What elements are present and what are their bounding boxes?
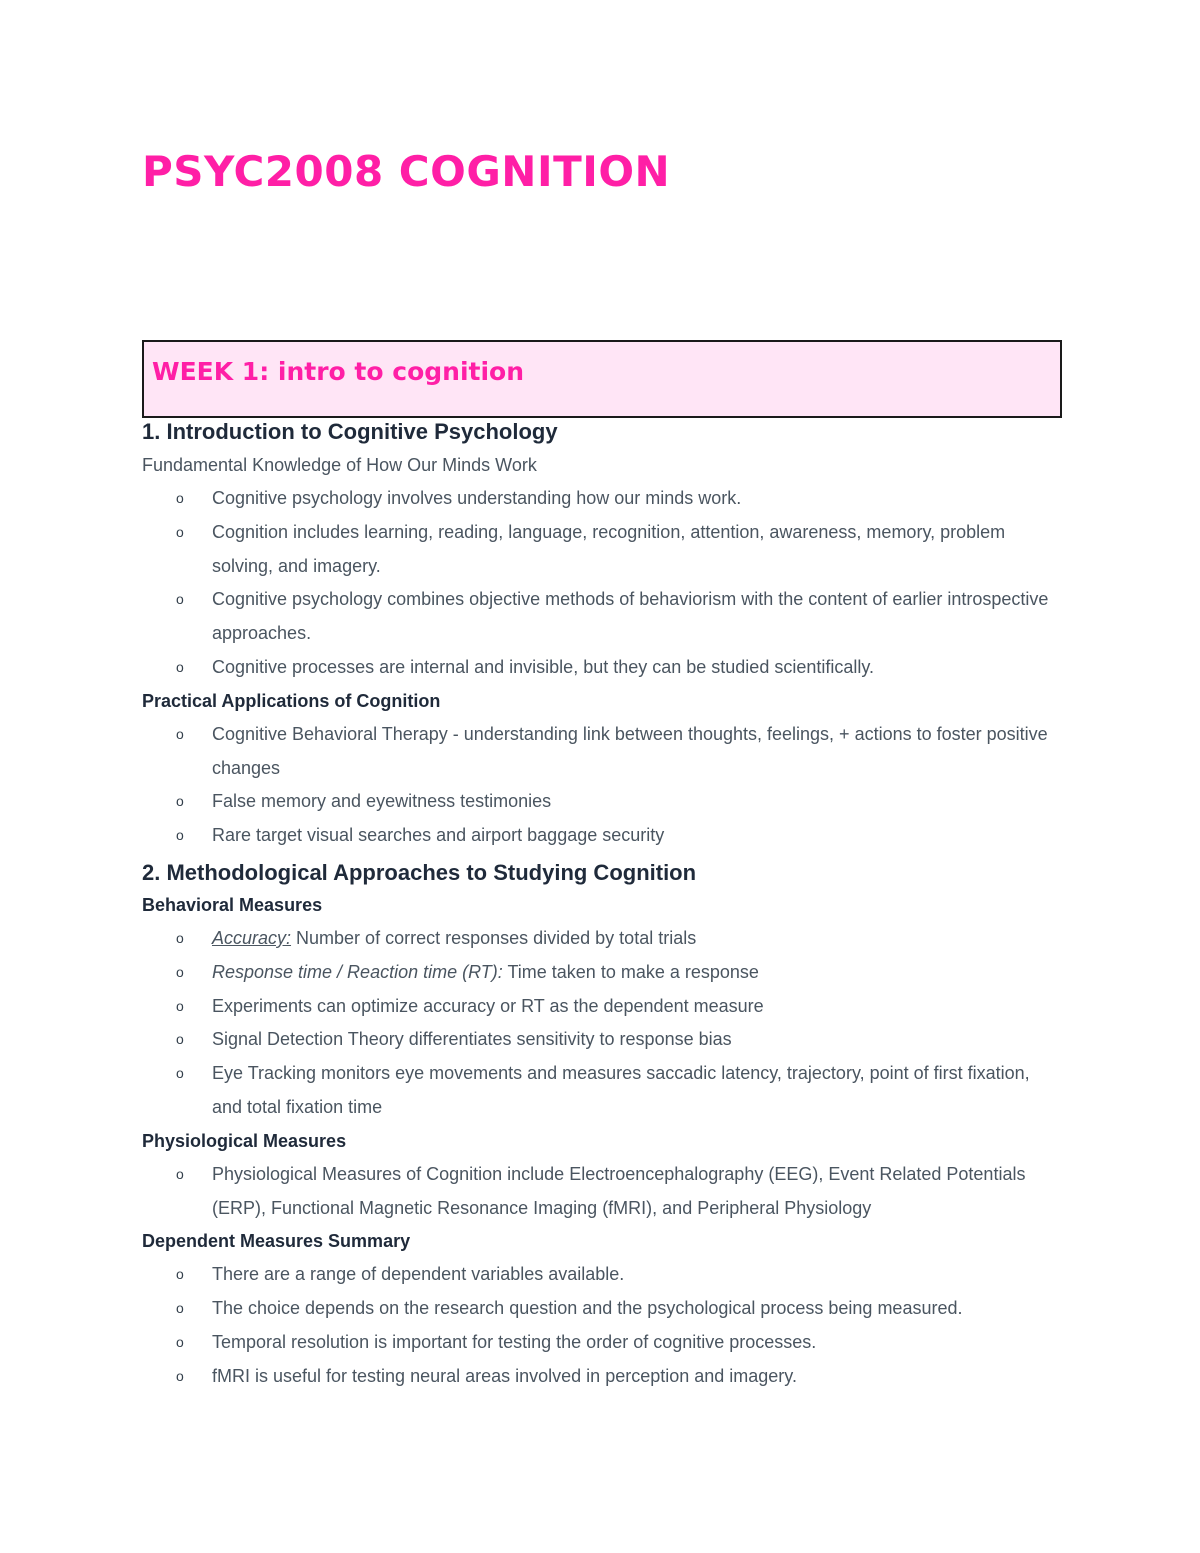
document-body	[142, 416, 1062, 1394]
document-title: PSYC2008 COGNITION	[142, 147, 671, 196]
bullet-circle-icon: o	[176, 523, 184, 540]
list-item-text: Cognitive processes are internal and invisible, but they can be studied scientifically.	[212, 656, 875, 677]
section-heading: 2. Methodological Approaches to Studying Cognition	[142, 859, 697, 885]
list-item	[142, 785, 1062, 819]
bullet-circle-icon: o	[176, 997, 184, 1014]
week-title: WEEK 1: intro to cognition	[152, 357, 525, 386]
list-item-text: Rare target visual searches and airport baggage security	[212, 825, 665, 846]
bullet-list	[142, 482, 1062, 685]
list-item-text: Cognitive psychology combines objective methods of behaviorism with the content of earlier introspective approaches.	[212, 589, 1049, 644]
list-item-text: There are a range of dependent variables available.	[212, 1264, 625, 1285]
subsection-heading: Practical Applications of Cognition	[142, 690, 441, 711]
bullet-circle-icon: o	[176, 725, 184, 742]
bullet-circle-icon: o	[176, 1031, 184, 1048]
list-item	[142, 516, 1062, 584]
list-item	[142, 583, 1062, 651]
list-item	[142, 651, 1062, 685]
section-intro: Fundamental Knowledge of How Our Minds Work	[142, 455, 537, 475]
bullet-circle-icon: o	[176, 1300, 184, 1317]
list-item	[142, 1258, 1062, 1292]
list-item	[142, 922, 1062, 956]
bullet-list	[142, 922, 1062, 1125]
bullet-circle-icon: o	[176, 591, 184, 608]
list-item-text: Signal Detection Theory differentiates sensitivity to response bias	[212, 1029, 732, 1050]
list-item-text: The choice depends on the research question and the psychological process being measured.	[212, 1298, 963, 1319]
list-item-text: Cognitive psychology involves understanding how our minds work.	[212, 488, 742, 508]
bullet-circle-icon: o	[176, 658, 184, 675]
list-item	[142, 1158, 1062, 1226]
list-item	[142, 956, 1062, 990]
rt-term: Response time / Reaction time (RT):	[212, 961, 503, 982]
bullet-circle-icon: o	[176, 1065, 184, 1082]
bullet-list	[142, 718, 1062, 853]
list-item-text: Cognitive Behavioral Therapy - understanding link between thoughts, feelings, + actions to foster positive changes	[212, 723, 1048, 778]
list-item-text: Temporal resolution is important for testing the order of cognitive processes.	[212, 1331, 817, 1352]
list-item	[142, 1326, 1062, 1360]
list-item-text: Eye Tracking monitors eye movements and measures saccadic latency, trajectory, point of first fixation, and total fixation time	[212, 1063, 1030, 1117]
list-item	[142, 819, 1062, 853]
bullet-circle-icon: o	[176, 1333, 184, 1350]
list-item	[142, 1292, 1062, 1326]
subsection-heading: Dependent Measures Summary	[142, 1231, 411, 1252]
bullet-circle-icon: o	[176, 1266, 184, 1283]
list-item-text: False memory and eyewitness testimonies	[212, 791, 552, 812]
list-item	[142, 718, 1062, 786]
list-item	[142, 1057, 1062, 1125]
list-item-text: Time taken to make a response	[502, 961, 759, 982]
list-item	[142, 482, 1062, 516]
list-item	[142, 990, 1062, 1024]
bullet-list	[142, 1258, 1062, 1393]
bullet-circle-icon: o	[176, 963, 184, 980]
list-item-text: Physiological Measures of Cognition include Electroencephalography (EEG), Event Related Potentials (ERP), Functional Magnetic Resonance Imaging (fMRI), and Peripheral Physiology	[212, 1163, 1026, 1218]
bullet-circle-icon: o	[176, 827, 184, 844]
list-item-text: Experiments can optimize accuracy or RT as the dependent measure	[212, 995, 764, 1016]
list-item-text: fMRI is useful for testing neural areas involved in perception and imagery.	[212, 1365, 797, 1386]
bullet-circle-icon: o	[176, 490, 184, 506]
subsection-heading: Behavioral Measures	[142, 894, 323, 915]
bullet-list	[142, 1158, 1062, 1226]
list-item-text: Number of correct responses divided by total trials	[291, 927, 697, 948]
accuracy-term: Accuracy:	[212, 927, 292, 948]
list-item	[142, 1023, 1062, 1057]
section-heading: 1. Introduction to Cognitive Psychology	[142, 419, 558, 444]
bullet-circle-icon: o	[176, 793, 184, 810]
week-header-box	[142, 340, 1062, 418]
subsection-heading: Physiological Measures	[142, 1130, 347, 1151]
list-item-text: Cognition includes learning, reading, language, recognition, attention, awareness, memory, problem solving, and imagery.	[212, 521, 1006, 576]
bullet-circle-icon: o	[176, 1367, 184, 1384]
list-item	[142, 1360, 1062, 1394]
bullet-circle-icon: o	[176, 1165, 184, 1182]
bullet-circle-icon: o	[176, 929, 184, 946]
